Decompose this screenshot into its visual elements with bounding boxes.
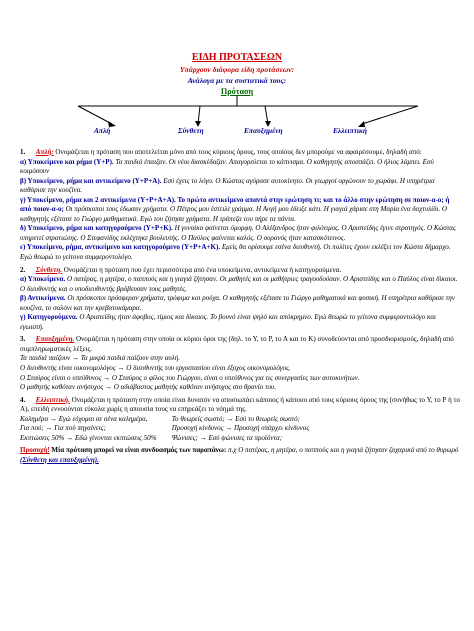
item-text: Η γυναίκα φαίνεται όμορφη. Ο Αλέξανδρος ήταν φιλότιμος. Ο Αριστείδης έγινε στρατηγός. Ο Κώστας υπηρετεί στρατιώτης. Ο Στεφανίδης εκλέχτηκε βουλευτής. Ο Παύλος φαίνεται καλός. Ο ουρανός ήταν κατασκότεινος. bbox=[20, 224, 456, 242]
section-number: 2. bbox=[20, 265, 26, 274]
item-head: α) Υποκείμενο και ρήμα (Υ+Ρ). bbox=[20, 157, 114, 166]
tree-label-simple: Απλή bbox=[94, 126, 111, 135]
example-row bbox=[20, 415, 460, 425]
section-term: Επαυξημένη. bbox=[35, 335, 75, 344]
item-text: Οι πρόσκοποι πρόσφεραν χρήματα, τρόφιμα και ρούχα. Ο καθηγητής εξέτασε το Γιώργο μαθηματικά και φυσική. Η υπηρέτρια καθάρισε την κουζίνα, το σαλόνι και την κρεβατοκάμαρα. bbox=[20, 294, 455, 312]
item-text: Εμείς θα ορίσουμε εσένα διευθυντή. Οι πολίτες έχουν εκλέξει τον Κώστα δήμαρχο. Εγώ θεωρώ το γείτονα συμφεροντολόγο. bbox=[20, 243, 451, 262]
tree-label-elliptical: Ελλειπτική bbox=[333, 126, 367, 135]
example-left: Καλημέρα → Εγώ εύχομαι σε σένα καλημέρα, bbox=[20, 414, 148, 423]
example-left: Για πού; → Για πού πηγαίνεις; bbox=[20, 424, 106, 433]
section-number: 3. bbox=[20, 335, 26, 344]
example-right: Ψώνισες; → Εσύ ψώνισες τα προϊόντα; bbox=[171, 433, 283, 442]
item-a bbox=[20, 158, 460, 177]
example-line: Ο Σταύρος είναι ο υπεύθυνος → Ο Σταύρος ο φίλος του Γιώργου, είναι ο υπεύθυνος για τις συνεργασίες των αυτοκινήτων. bbox=[20, 373, 360, 382]
item-e bbox=[20, 243, 460, 262]
item-text: Τα παιδιά έπαιζαν. Οι νέοι διασκέδαζαν. Απαγορεύεται το κάπνισμα. Ο καθηγητής αποσπάζει. Ο ήλιος λάμπει. Εσύ κοιμόσουν bbox=[20, 157, 434, 176]
item-text: Εσύ έχεις το λόγο. Ο Κώστας αγόρασε αυτοκίνητο. Οι γεωργοί οργώνουν το χωράφι. Η υπηρέτρια καθάρισε την κουζίνα. bbox=[20, 176, 435, 195]
example-left: Εκπτώσεις 50% → Εδώ γίνονται εκπτώσεις 50% bbox=[20, 433, 157, 442]
note-block bbox=[20, 446, 460, 465]
classification-tree bbox=[0, 96, 474, 136]
item-b bbox=[20, 177, 460, 196]
section-intro: Ονομάζεται η πρόταση που αποτελείται μόνο από τους κύριους όρους, τους οποίους δεν μπορούμε να αφαιρέσουμε, δηλαδή από: bbox=[55, 148, 422, 156]
section-intro: Ονομάζεται η πρόταση στην οποία οι κύριοι όροι της (δηλ. το Υ, το Ρ, το Α και το Κ) συνοδεύονται από προσδιορισμούς, δηλαδή από συμπληρωματικές λέξεις. bbox=[20, 335, 454, 353]
tree-root-label: Πρόταση bbox=[220, 87, 254, 96]
tree-branch-4 bbox=[362, 106, 418, 124]
item-head: β) Αντικείμενα. bbox=[20, 294, 66, 303]
item-head: β) Υποκείμενο, ρήμα και αντικείμενο (Υ+Ρ+Α). bbox=[20, 176, 162, 185]
section-intro: Ονομάζεται η πρόταση που έχει περισσότερα από ένα υποκείμενα, αντικείμενα ή κατηγορούμενα. bbox=[63, 265, 342, 274]
section-intro: Ονομάζεται η πρόταση στην οποία είναι δυνατόν να αποσιωπάει κάποιος ή κάποιοι από τους κύριους όρους της (συνήθως το Υ, το Ρ ή το Α), επειδή εννοούνται εύκολα χωρίς η απουσία τους να επηρεάζει το νόημά της. bbox=[20, 395, 460, 414]
section-extended bbox=[20, 335, 460, 354]
item-d bbox=[20, 224, 460, 243]
example-right: Προσοχή κίνδυνος → Προσοχή υπάρχει κίνδυνος bbox=[171, 424, 310, 433]
section-number: 4. bbox=[20, 395, 26, 404]
example-line: Τα παιδιά παίζουν → Τα μικρά παιδιά παίζουν στην αυλή. bbox=[20, 354, 180, 363]
section-number: 1. bbox=[20, 148, 26, 156]
tree-label-extended: Επαυξημένη bbox=[244, 126, 283, 135]
note-title: Προσοχή! bbox=[20, 446, 50, 455]
item-c bbox=[20, 313, 460, 332]
section-compound bbox=[20, 266, 460, 276]
page-subtitle: Υπάρχουν διάφορα είδη προτάσεων: bbox=[179, 65, 295, 74]
section-term: Ελλειπτική. bbox=[35, 395, 70, 404]
item-head: γ) Κατηγορούμενα. bbox=[20, 313, 78, 322]
item-c bbox=[20, 196, 460, 225]
example-right: Το θεωρείς σωστό; → Εσύ το θεωρείς σωστό; bbox=[171, 414, 301, 423]
item-text: Ο Αριστείδης ήταν άφοβος, τίμιος και δίκαιος. Το βουνό είναι ψηλό και απόκρημνο. Εγώ θεωρώ το γείτονα συμφεροντολόγο και εγωιστή. bbox=[20, 313, 436, 331]
page-title: ΕΙΔΗ ΠΡΟΤΑΣΕΩΝ bbox=[191, 52, 283, 63]
note-text: Μία πρόταση μπορεί να είναι συνδυασμός των παραπάνω: bbox=[51, 446, 227, 455]
example-line: Ο διευθυντής είναι οικονομολόγος → Ο διευθυντής του εργοστασίου είναι έξοχος οικονομολόγος. bbox=[20, 364, 291, 373]
item-b bbox=[20, 294, 460, 313]
item-head: δ) Υποκείμενο, ρήμα και κατηγορούμενο (Υ+Ρ+Κ). bbox=[20, 224, 173, 233]
item-head: α) Υποκείμενα. bbox=[20, 275, 66, 284]
item-head: ε) Υποκείμενο, ρήμα, αντικείμενο και κατηγορούμενο (Υ+Ρ+Α+Κ). bbox=[20, 243, 221, 252]
example-row bbox=[20, 424, 460, 434]
item-text: Ο πατέρας, η μητέρα, ο παππούς και η γιαγιά ζήτησαν. Οι μαθητές και οι μαθήτριες τραγουδούσαν. Ο Αριστείδης και ο Παύλος είναι δίκαιοι. Ο διευθυντής και ο υποδιευθυντής βράβευσαν τους μαθητές. bbox=[20, 275, 458, 293]
note-classification: (Σύνθετη και επαυξημένη). bbox=[20, 455, 99, 464]
document-body bbox=[20, 148, 460, 466]
section-elliptical bbox=[20, 396, 460, 415]
example-row bbox=[20, 434, 460, 444]
item-a bbox=[20, 275, 460, 294]
tree-label-compound: Σύνθετη bbox=[178, 126, 204, 135]
section-simple bbox=[20, 148, 460, 158]
item-head: γ) Υποκείμενο, ρήμα και 2 αντικείμενα (Υ+Ρ+Α+Α). Το πρώτο αντικείμενο απαντά στην ερώτηση τι; και το άλλο στην ερώτηση σε ποιον-α-ο; ή από ποιον-α-ο; bbox=[20, 195, 450, 214]
note-example: π.χ Ο πατέρας, η μητέρα, ο παππούς και η γιαγιά ζήτησαν ζαχαρικά από το θυρωρό bbox=[228, 446, 459, 455]
example-line: Ο μαθητής καθόταν ανήσυχος → Ο αδιάβαστος μαθητής καθόταν ανήσυχος στο θρανίο του. bbox=[20, 383, 277, 392]
section-term: Απλή: bbox=[35, 148, 54, 156]
tree-branch-1 bbox=[78, 106, 112, 124]
section-term: Σύνθετη. bbox=[35, 265, 63, 274]
page-subtitle-2: Ανάλογα με τα συστατικά τους: bbox=[187, 76, 287, 85]
item-text: Οι πρόσκοποι τους έδωσαν χρήματα. Ο Πέτρος μου έστειλε γράμμα. Η Αυγή μου έδειξε κάτι. Η γιαγιά χάρισε στη Μαρία ένα δαχτυλίδι. Ο καθηγητής εξέτασε το Γιώργο μαθηματικά. Εγώ του ζήτησα χρήματα. Η τράπεζα του πήρε τα πάντα. bbox=[20, 205, 447, 223]
